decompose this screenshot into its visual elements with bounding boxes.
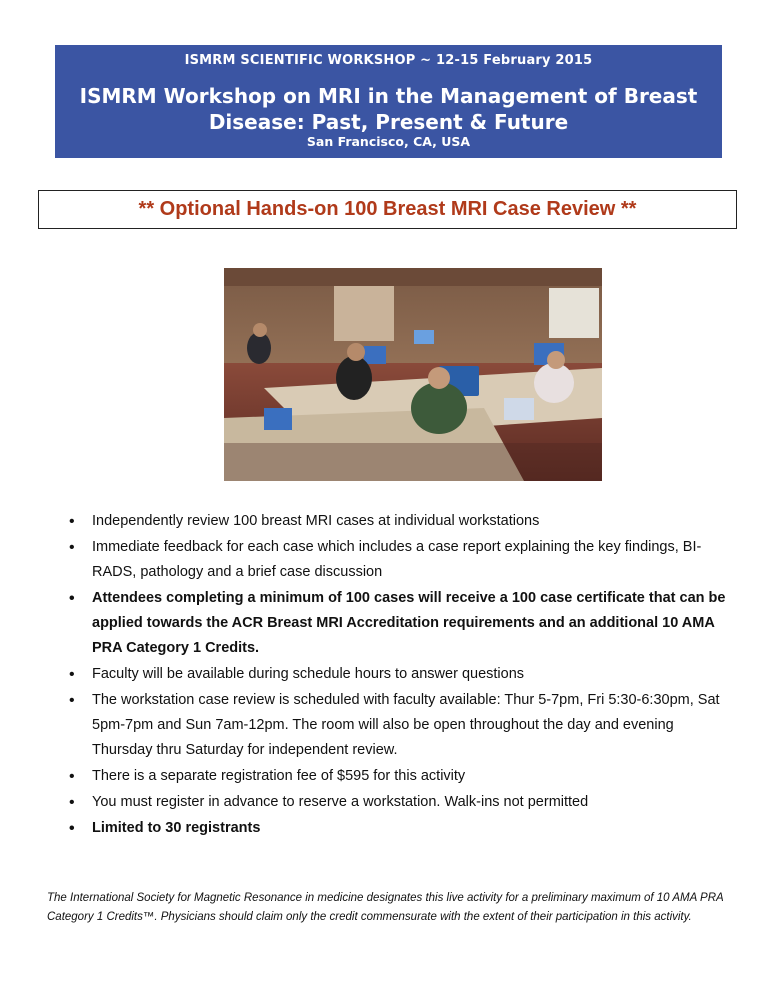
list-item: • Limited to 30 registrants [66,816,731,841]
list-item: • Faculty will be available during schedule hours to answer questions [66,662,731,687]
list-item: • Independently review 100 breast MRI cases at individual workstations [66,509,731,534]
header-location: San Francisco, CA, USA [306,134,471,149]
optional-review-banner [38,190,737,229]
header-title-line2: Disease: Past, Present & Future [208,110,569,134]
list-item: • You must register in advance to reserve a workstation. Walk-ins not permitted [66,790,731,815]
list-item: • Attendees completing a minimum of 100 cases will receive a 100 case certificate that can be applied towards the ACR Breast MRI Accreditation requirements and an additional 10 AMA PRA Category 1 Credits. [66,586,731,661]
header-title [55,83,722,135]
cme-disclaimer: The International Society for Magnetic Resonance in medicine designates this live activity for a preliminary maximum of 10 AMA PRA Category 1 Credits™. Physicians should claim only the credit commensurate with the extent of their participation in this activity. [47,892,724,923]
header-kicker: ISMRM SCIENTIFIC WORKSHOP ~ 12-15 February 2015 [184,53,593,68]
list-item: • There is a separate registration fee of $595 for this activity [66,764,731,789]
workshop-header [55,45,722,158]
banner-text: ** Optional Hands-on 100 Breast MRI Case Review ** [138,198,637,220]
features-list [66,509,731,842]
list-item: • Immediate feedback for each case which includes a case report explaining the key findings, BI-RADS, pathology and a brief case discussion [66,535,731,585]
list-item: • The workstation case review is scheduled with faculty available: Thur 5-7pm, Fri 5:30-6:30pm, Sat 5pm-7pm and Sun 7am-12pm. The room will also be open throughout the day and evening Thursday thru Saturday for independent review. [66,688,731,763]
header-title-line1: ISMRM Workshop on MRI in the Management of Breast [79,84,698,108]
workstation-room-photo [224,268,602,481]
